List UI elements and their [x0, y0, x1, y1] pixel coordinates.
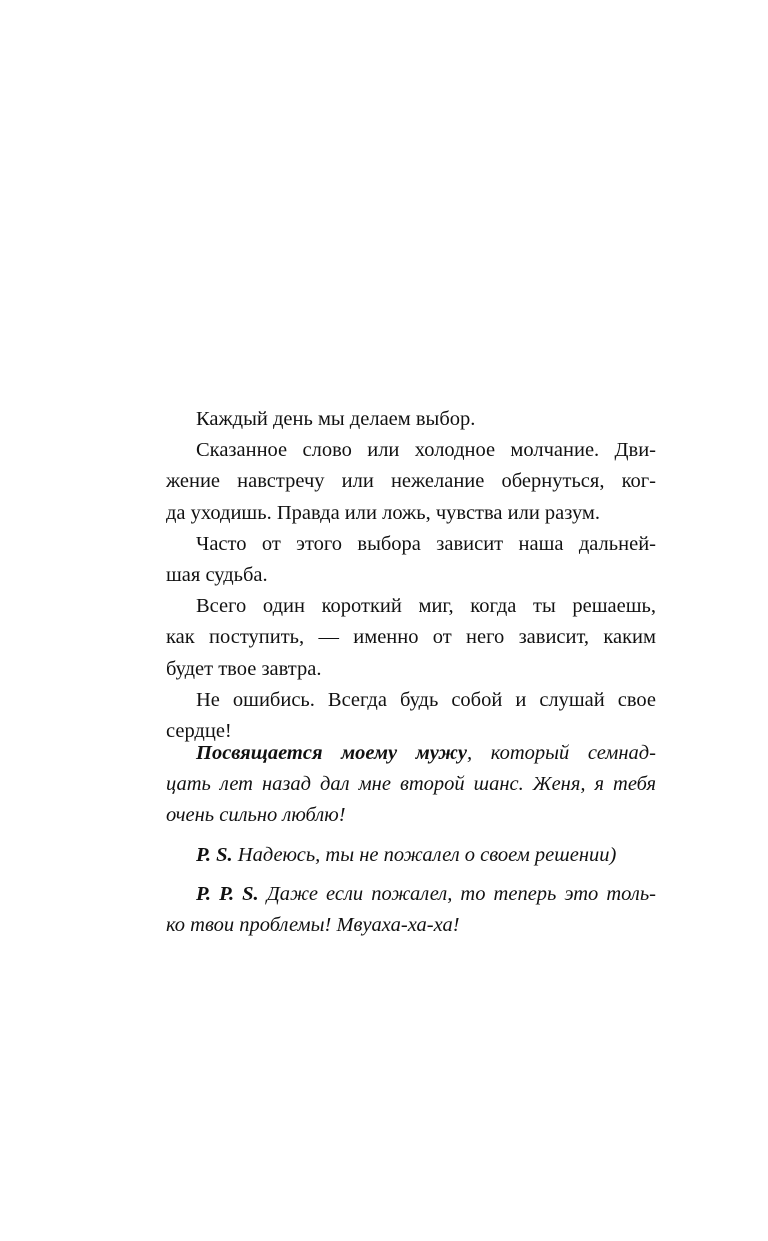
text-line: шая судьба.	[166, 564, 268, 587]
text-line: сердце!	[166, 720, 232, 743]
text-line: как поступить, — именно от него зависит, каким	[166, 626, 656, 649]
postscript	[166, 840, 656, 871]
dedication-block	[166, 738, 656, 941]
ps-text: Надеюсь, ты не пожалел о своем решении)	[232, 843, 617, 866]
text-line: Часто от этого выбора зависит наша дальней-	[196, 532, 656, 555]
post-postscript	[166, 879, 656, 910]
dedication-line: цать лет назад дал мне второй шанс. Женя, я тебя	[166, 773, 656, 796]
dedication-line	[166, 738, 656, 769]
text-line: Всего один короткий миг, когда ты решаешь,	[196, 595, 656, 618]
pps-text: Даже если пожалел, то теперь это толь-	[258, 882, 656, 905]
text-line: будет твое завтра.	[166, 657, 322, 680]
text-line: да уходишь. Правда или ложь, чувства или разум.	[166, 501, 601, 524]
ps-label: P. S.	[196, 843, 233, 866]
text-line: Сказанное слово или холодное молчание. Дви-	[196, 439, 656, 462]
epigraph-text	[166, 404, 656, 747]
pps-line: ко твои проблемы! Мвуаха-ха-ха!	[166, 914, 460, 937]
text-line: жение навстречу или нежелание обернуться, ког-	[166, 470, 656, 493]
dedication-line: очень сильно люблю!	[166, 804, 346, 827]
dedication-text: , который семнад-	[467, 742, 656, 764]
dedication-lead: Посвящается моему мужу	[196, 742, 468, 764]
text-line: Не ошибись. Всегда будь собой и слушай свое	[196, 688, 656, 711]
text-line: Каждый день мы делаем выбор.	[196, 408, 476, 430]
pps-label: P. P. S.	[196, 882, 259, 905]
